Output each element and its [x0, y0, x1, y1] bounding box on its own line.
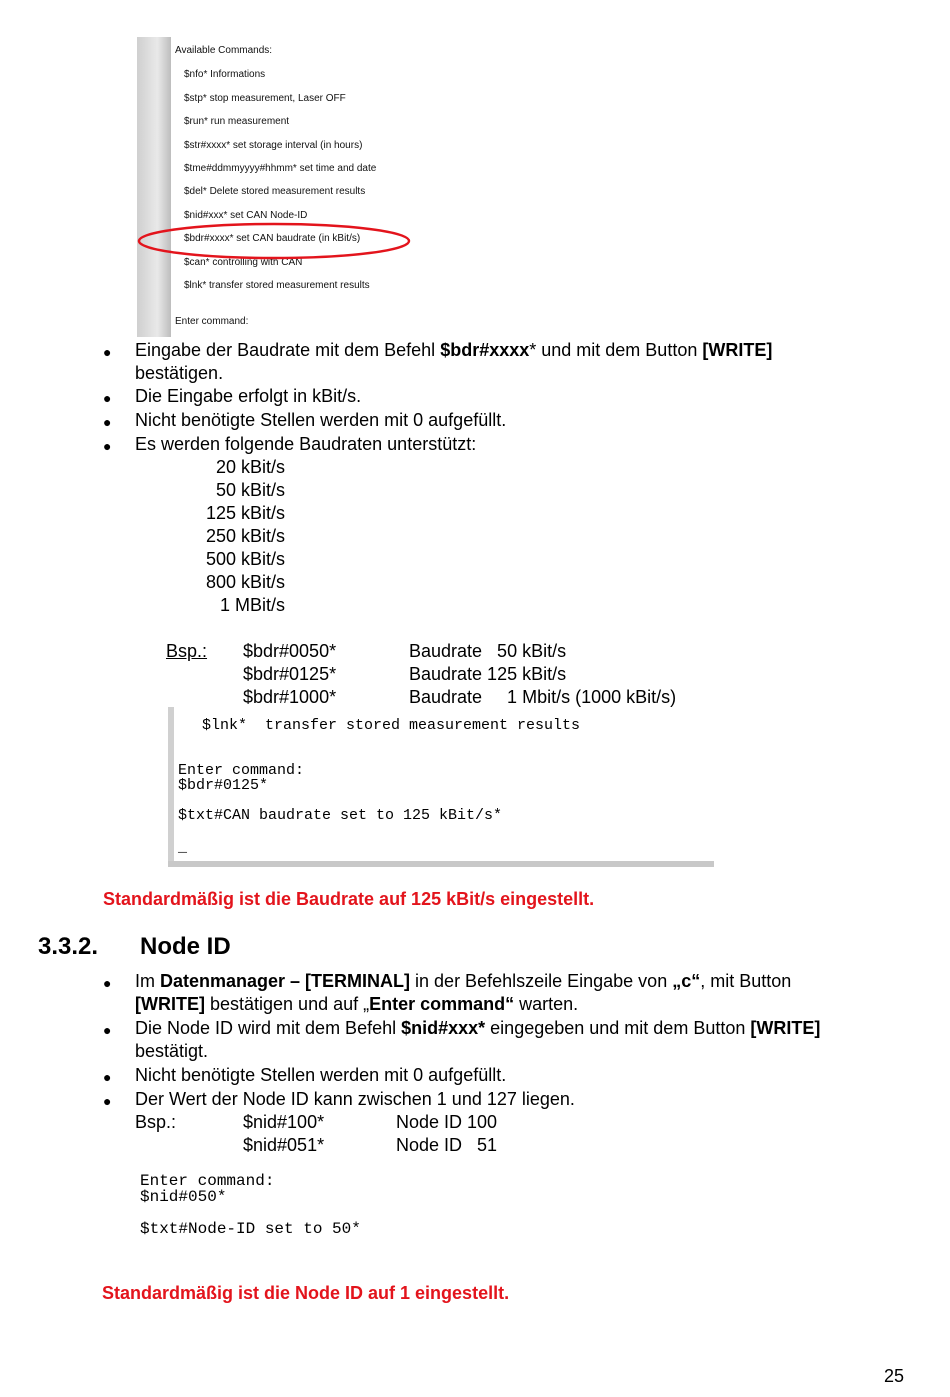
bullet-text: Die Eingabe erfolgt in kBit/s.	[135, 386, 362, 406]
section-number: 3.3.2.	[38, 933, 99, 960]
screenshot-line: $lnk* transfer stored measurement results	[184, 280, 370, 291]
bullet-icon: ●	[103, 1069, 112, 1085]
baudrate-item: 500 kBit/s	[205, 549, 285, 569]
terminal-line: Enter command:	[140, 1172, 275, 1190]
example-description: Baudrate 50 kBit/s	[409, 641, 567, 661]
terminal-screenshot-node-id	[138, 1170, 438, 1245]
bullet-text: Die Node ID wird mit dem Befehl $nid#xxx* eingegeben und mit dem Button [WRITE]	[135, 1018, 821, 1038]
example-command: $nid#051*	[243, 1135, 325, 1155]
bullet-icon: ●	[103, 344, 112, 360]
command-list-screenshot	[137, 37, 407, 337]
screenshot-line: $tme#ddmmyyyy#hhmm* set time and date	[184, 163, 377, 174]
baudrate-item: 1 MBit/s	[219, 595, 285, 615]
highlight-ellipse	[136, 221, 412, 261]
example-label: Bsp.:	[135, 1112, 177, 1132]
terminal-line: $txt#Node-ID set to 50*	[140, 1220, 361, 1238]
example-command: $bdr#0125*	[243, 664, 337, 684]
bullet-icon: ●	[103, 390, 112, 406]
screenshot-line: $can* controlling with CAN	[184, 257, 303, 268]
page-number: 25	[884, 1366, 905, 1386]
screenshot-line: $stp* stop measurement, Laser OFF	[184, 93, 346, 104]
example-label: Bsp.:	[166, 641, 208, 661]
default-node-id-note: Standardmäßig ist die Node ID auf 1 eingestellt.	[102, 1283, 510, 1303]
screenshot-line: $nid#xxx* set CAN Node-ID	[184, 210, 308, 221]
terminal-screenshot-baudrate	[168, 707, 714, 867]
bullet-icon: ●	[103, 1093, 112, 1109]
screenshot-line: $del* Delete stored measurement results	[184, 186, 366, 197]
bullet-text: Im Datenmanager – [TERMINAL] in der Befehlszeile Eingabe von „c“, mit Button	[135, 971, 792, 991]
baudrate-item: 50 kBit/s	[215, 480, 285, 500]
screenshot-line: Enter command:	[175, 316, 249, 327]
screenshot-line: Available Commands:	[175, 45, 273, 56]
baudrate-item: 800 kBit/s	[205, 572, 285, 592]
bullet-icon: ●	[103, 414, 112, 430]
example-command: $bdr#0050*	[243, 641, 337, 661]
bullet-text: Es werden folgende Baudraten unterstützt:	[135, 434, 477, 454]
terminal-line: Enter command:	[178, 762, 305, 779]
terminal-line: $bdr#0125*	[178, 777, 269, 794]
baudrate-item: 125 kBit/s	[205, 503, 285, 523]
example-command: $bdr#1000*	[243, 687, 337, 707]
default-baudrate-note: Standardmäßig ist die Baudrate auf 125 kBit/s eingestellt.	[103, 889, 595, 909]
bullet-text: Eingabe der Baudrate mit dem Befehl $bdr#xxxx* und mit dem Button [WRITE]	[135, 340, 773, 360]
example-command: $nid#100*	[243, 1112, 325, 1132]
screenshot-line: $bdr#xxxx* set CAN baudrate (in kBit/s)	[184, 233, 361, 244]
bullet-icon: ●	[103, 438, 112, 454]
example-description: Baudrate 1 Mbit/s (1000 kBit/s)	[409, 687, 677, 707]
bullet-text-cont: bestätigen.	[135, 363, 224, 383]
screenshot-line: $nfo* Informations	[184, 69, 266, 80]
example-description: Baudrate 125 kBit/s	[409, 664, 567, 684]
terminal-line: $nid#050*	[140, 1188, 227, 1206]
section-title: Node ID	[140, 933, 231, 960]
bullet-text: Nicht benötigte Stellen werden mit 0 aufgefüllt.	[135, 1065, 507, 1085]
window-edge	[168, 707, 174, 867]
terminal-line: $txt#CAN baudrate set to 125 kBit/s*	[178, 807, 503, 824]
window-edge	[137, 37, 171, 337]
example-description: Node ID 100	[396, 1112, 498, 1132]
baudrate-item: 20 kBit/s	[215, 457, 285, 477]
terminal-cursor: _	[178, 839, 188, 856]
bullet-text-cont: bestätigt.	[135, 1041, 209, 1061]
bullet-text-cont: [WRITE] bestätigen und auf „Enter command“ warten.	[135, 994, 579, 1014]
window-edge	[168, 861, 714, 867]
bullet-icon: ●	[103, 1022, 112, 1038]
baudrate-item: 250 kBit/s	[205, 526, 285, 546]
example-description: Node ID 51	[396, 1135, 498, 1155]
bullet-icon: ●	[103, 975, 112, 991]
bullet-text: Der Wert der Node ID kann zwischen 1 und 127 liegen.	[135, 1089, 575, 1109]
screenshot-line: $str#xxxx* set storage interval (in hours)	[184, 140, 363, 151]
terminal-line: $lnk* transfer stored measurement results	[202, 717, 581, 734]
screenshot-line: $run* run measurement	[184, 116, 290, 127]
bullet-text: Nicht benötigte Stellen werden mit 0 aufgefüllt.	[135, 410, 507, 430]
